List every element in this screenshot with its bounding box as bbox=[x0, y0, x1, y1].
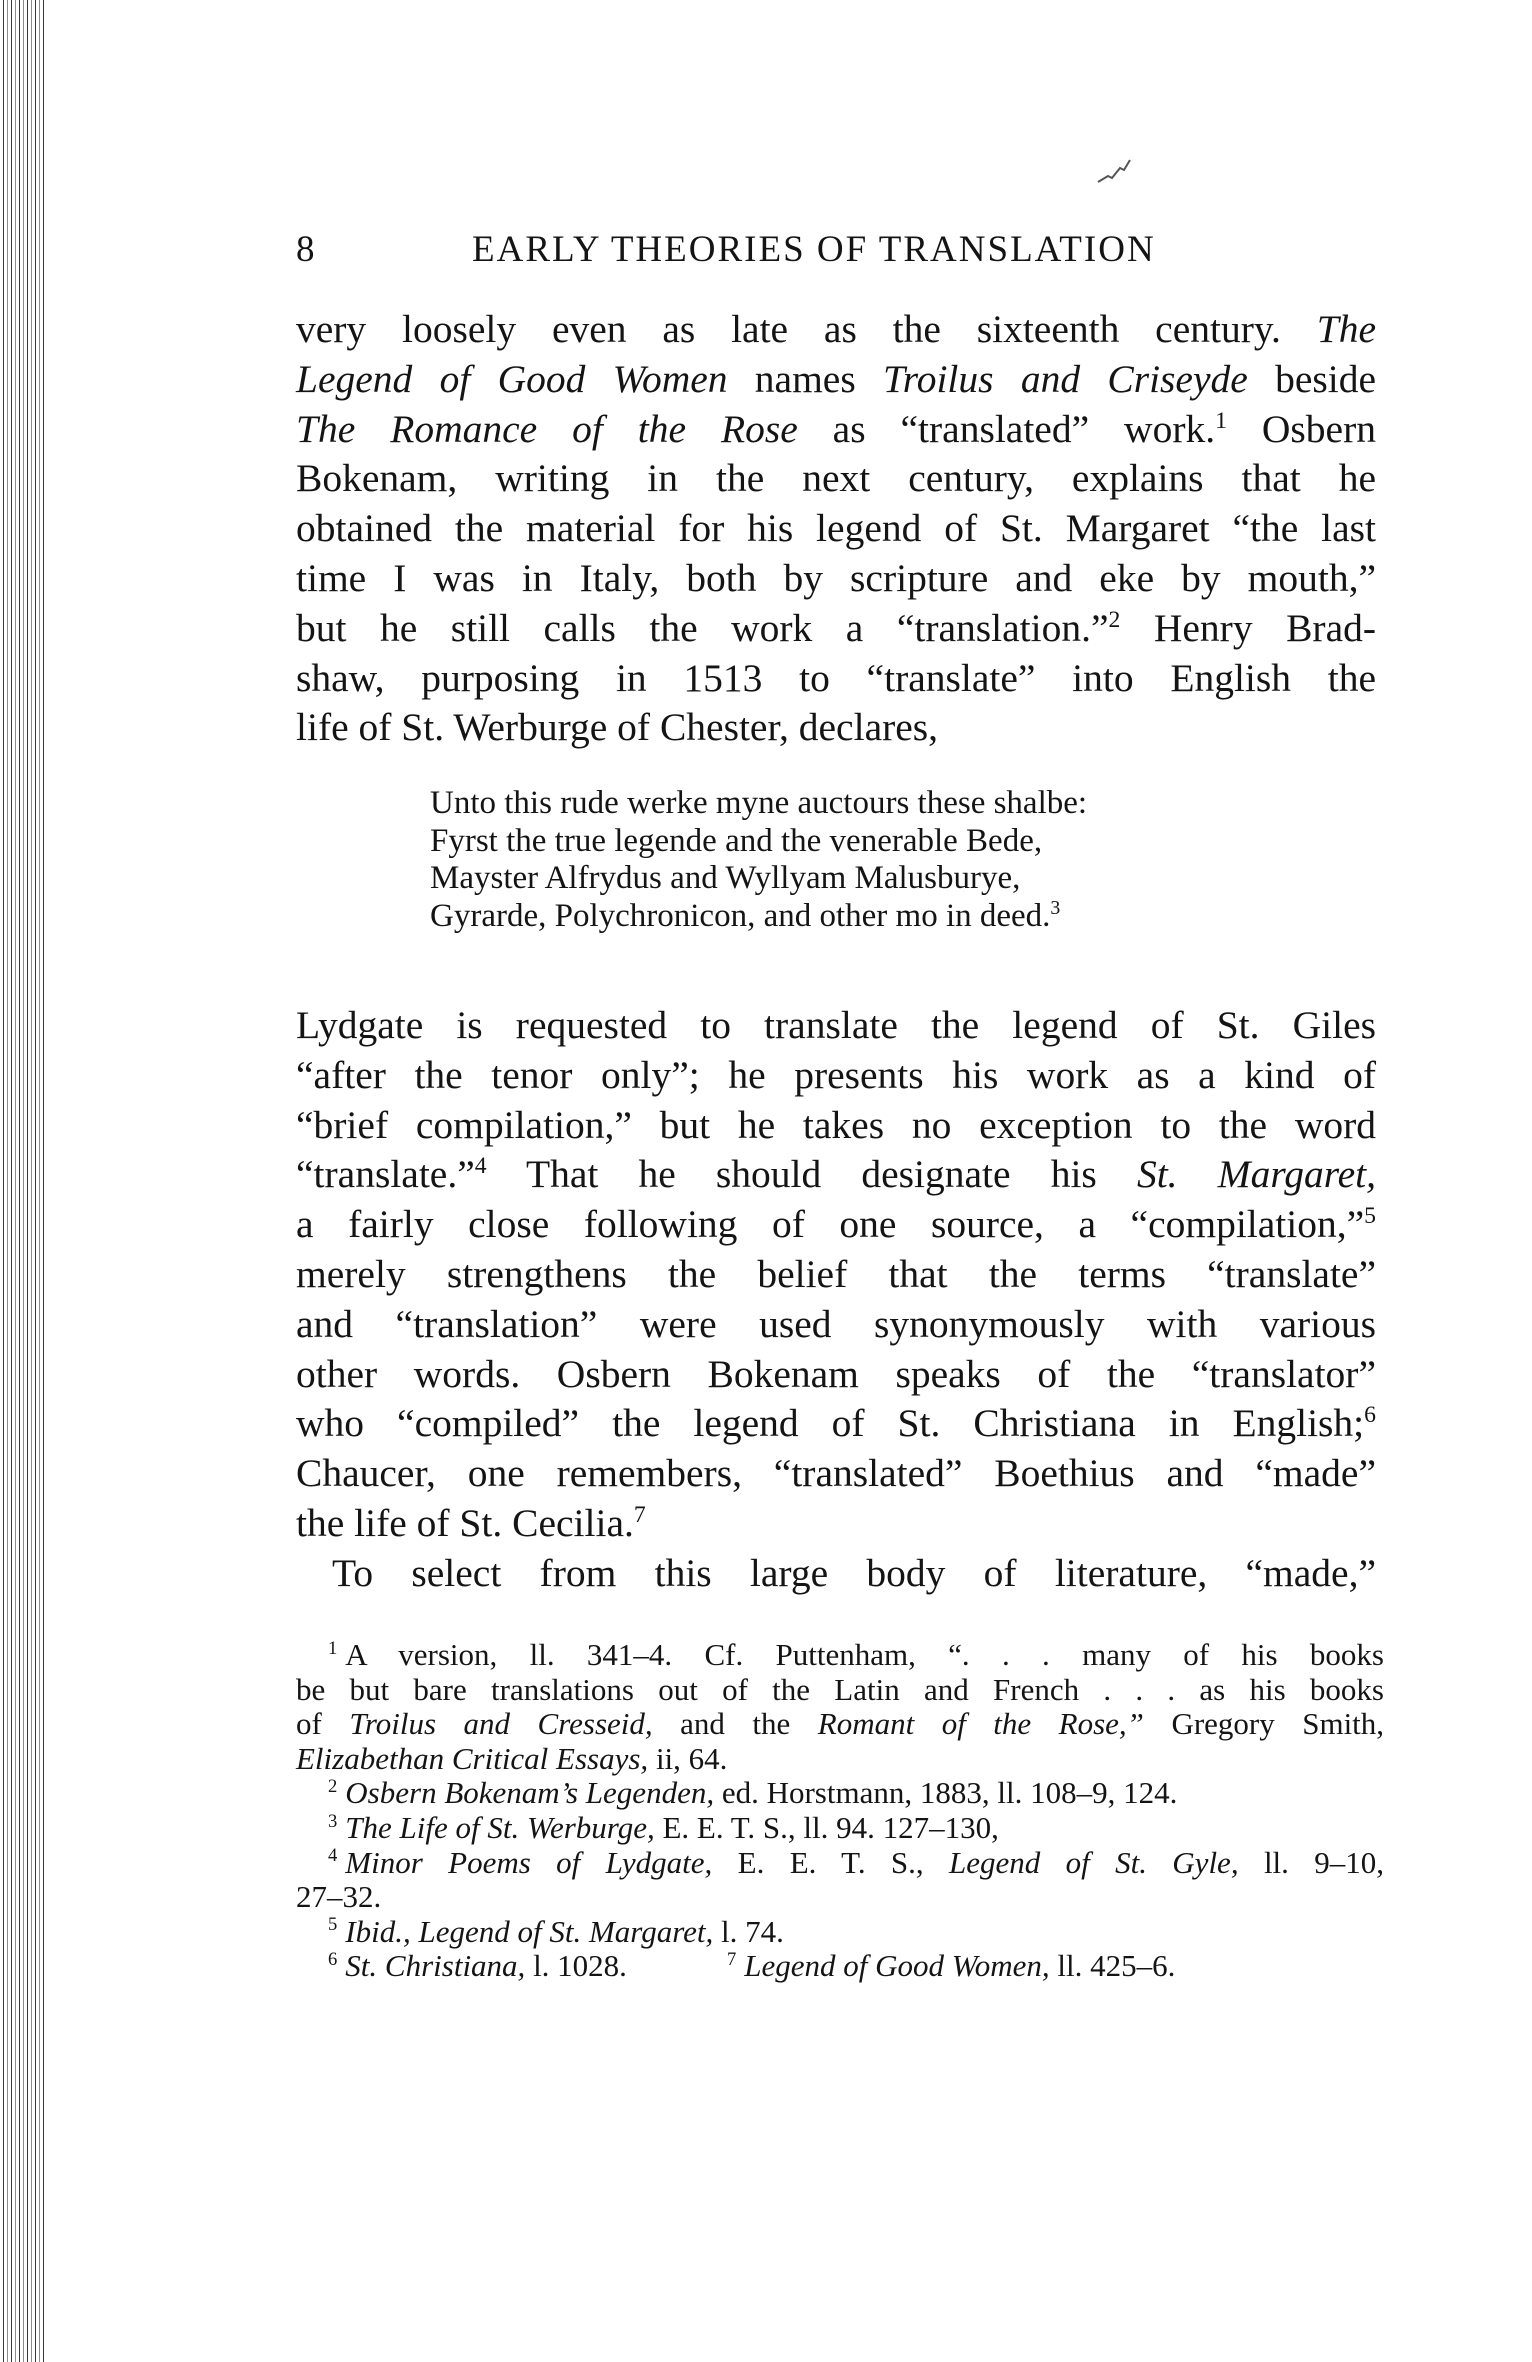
page-number: 8 bbox=[296, 229, 315, 270]
text-line: but he still calls the work a “translation.”$^2$ Henry Brad- bbox=[296, 605, 1376, 650]
footnote-5: $^5$ Ibid., Legend of St. Margaret, l. 74. bbox=[328, 1913, 784, 1949]
footnote-ref: 7 bbox=[633, 1501, 646, 1528]
text-line: “translate.”$^4$ That he should designate his St. Margaret, bbox=[296, 1152, 1377, 1197]
footnote-ref: 5 bbox=[1364, 1203, 1376, 1230]
text-line: who “compiled” the legend of St. Christiana in English;$^6$ bbox=[296, 1401, 1376, 1446]
footnote-3: $^3$ The Life of St. Werburge, E. E. T. S., ll. 94. 127–130, bbox=[328, 1809, 999, 1845]
footnote-7: $^7$ Legend of Good Women, ll. 425–6. bbox=[726, 1948, 1176, 1984]
text-line: very loosely even as late as the sixteenth century. The bbox=[296, 307, 1376, 351]
block-quotation bbox=[430, 785, 1330, 935]
footnote-1-cont: be but bare translations out of the Latin and French . . . as his books bbox=[296, 1671, 1384, 1707]
book-binding-edge bbox=[0, 0, 44, 2362]
running-title: EARLY THEORIES OF TRANSLATION bbox=[472, 229, 1156, 270]
text-line: and “translation” were used synonymously with various bbox=[296, 1301, 1376, 1346]
text-line: merely strengthens the belief that the terms “translate” bbox=[296, 1251, 1376, 1296]
text-line: Chaucer, one remembers, “translated” Boethius and “made” bbox=[296, 1451, 1376, 1496]
verse-line: Unto this rude werke myne auctours these shalbe: bbox=[430, 785, 1088, 821]
footnote-ref: 3 bbox=[1050, 896, 1061, 919]
text-line: time I was in Italy, both by scripture and eke by mouth,” bbox=[296, 555, 1376, 600]
paragraph-1 bbox=[296, 305, 1376, 753]
footnotes-6-7 bbox=[296, 1949, 1384, 1984]
running-head bbox=[296, 228, 1384, 268]
text-line: the life of St. Cecilia.$^7$ bbox=[296, 1500, 646, 1545]
footnote-2: $^2$ Osbern Bokenam’s Legenden, ed. Horstmann, 1883, ll. 108–9, 124. bbox=[328, 1775, 1178, 1811]
verse-line: Gyrarde, Polychronicon, and other mo in deed.$^3$ bbox=[430, 896, 1061, 934]
text-line: “brief compilation,” but he takes no exception to the word bbox=[296, 1102, 1376, 1147]
footnote-ref: 1 bbox=[1215, 407, 1227, 434]
footnote-4: $^4$ Minor Poems of Lydgate, E. E. T. S., Legend of St. Gyle, ll. 9–10, bbox=[328, 1844, 1385, 1880]
text-line: a fairly close following of one source, a “compilation,”$^5$ bbox=[296, 1202, 1376, 1247]
ink-smudge-mark bbox=[1094, 156, 1134, 186]
footnote-ref: 2 bbox=[1108, 606, 1121, 633]
footnote-1-cont: Elizabethan Critical Essays, ii, 64. bbox=[296, 1740, 728, 1776]
text-line: Legend of Good Women names Troilus and Criseyde beside bbox=[296, 356, 1376, 401]
text-line: Lydgate is requested to translate the legend of St. Giles bbox=[296, 1003, 1376, 1047]
footnote-6: $^6$ St. Christiana, l. 1028. bbox=[328, 1948, 627, 1984]
footnote-ref: 6 bbox=[1364, 1402, 1376, 1429]
footnote-1-cont: of Troilus and Cresseid, and the Romant of the Rose,” Gregory Smith, bbox=[296, 1706, 1385, 1742]
footnote-4-cont: 27–32. bbox=[296, 1879, 382, 1915]
text-line: Bokenam, writing in the next century, explains that he bbox=[296, 456, 1376, 501]
paragraph-2 bbox=[296, 1001, 1376, 1599]
text-line: The Romance of the Rose as “translated” work.$^1$ Osbern bbox=[296, 406, 1376, 451]
text-line: obtained the material for his legend of St. Margaret “the last bbox=[296, 506, 1376, 551]
text-line: To select from this large body of literature, “made,” bbox=[332, 1550, 1376, 1595]
text-line: life of St. Werburge of Chester, declares, bbox=[296, 705, 939, 750]
text-line: “after the tenor only”; he presents his work as a kind of bbox=[296, 1052, 1376, 1097]
text-line: shaw, purposing in 1513 to “translate” into English the bbox=[296, 655, 1376, 700]
text-line: other words. Osbern Bokenam speaks of the “translator” bbox=[296, 1351, 1376, 1396]
verse-line: Mayster Alfrydus and Wyllyam Malusburye, bbox=[430, 860, 1021, 896]
footnotes bbox=[296, 1638, 1384, 1984]
footnote-ref: 4 bbox=[474, 1153, 487, 1180]
verse-line: Fyrst the true legende and the venerable Bede, bbox=[430, 822, 1043, 859]
footnote-1: $^1$ A version, ll. 341–4. Cf. Puttenham, “. . . many of his books bbox=[328, 1637, 1384, 1672]
